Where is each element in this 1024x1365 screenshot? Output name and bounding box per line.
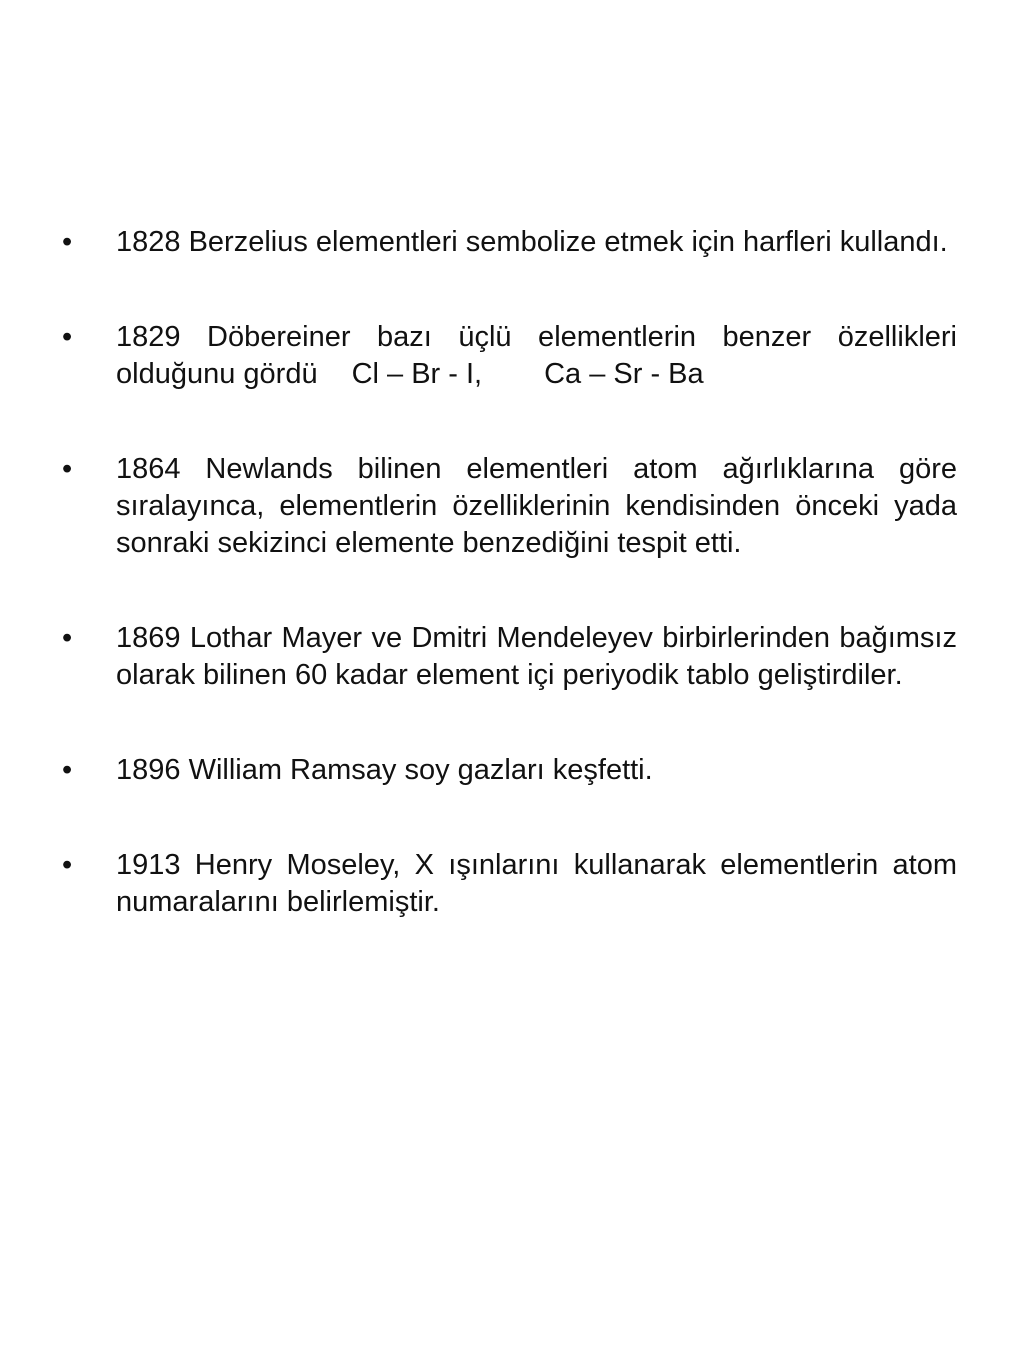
bullet-list: [62, 224, 957, 979]
item-text: 1864 Newlands bilinen elementleri atom ağırlıklarına göre sıralayınca, elementlerin özelliklerinin kendisinden önceki yada sonraki sekizinci elemente benzediğini tespit etti.: [116, 453, 957, 559]
bullet-icon: •: [62, 754, 73, 786]
item-text: 1896 William Ramsay soy gazları keşfetti.: [116, 754, 653, 786]
list-item: [62, 451, 957, 562]
list-item: [62, 620, 957, 694]
bullet-icon: •: [62, 622, 73, 654]
list-item: [62, 224, 957, 261]
triad-halogens: Cl – Br - I,: [351, 358, 483, 390]
bullet-icon: •: [62, 453, 73, 485]
bullet-icon: •: [62, 849, 73, 881]
bullet-icon: •: [62, 321, 73, 353]
list-item: [62, 752, 957, 789]
list-item: [62, 319, 957, 393]
triad-alkaline-earth: Ca – Sr - Ba: [544, 358, 704, 390]
item-text: 1913 Henry Moseley, X ışınlarını kullanarak elementlerin atom numaralarını belirlemiştir.: [116, 849, 957, 918]
item-text: 1869 Lothar Mayer ve Dmitri Mendeleyev birbirlerinden bağımsız olarak bilinen 60 kadar element içi periyodik tablo geliştirdiler.: [116, 622, 957, 691]
item-text: 1829 Döbereiner bazı üçlü elementlerin benzer özellikleri olduğunu gördü: [116, 321, 957, 390]
item-text: 1828 Berzelius elementleri sembolize etmek için harfleri kullandı.: [116, 226, 948, 258]
list-item: [62, 847, 957, 921]
bullet-icon: •: [62, 226, 73, 258]
